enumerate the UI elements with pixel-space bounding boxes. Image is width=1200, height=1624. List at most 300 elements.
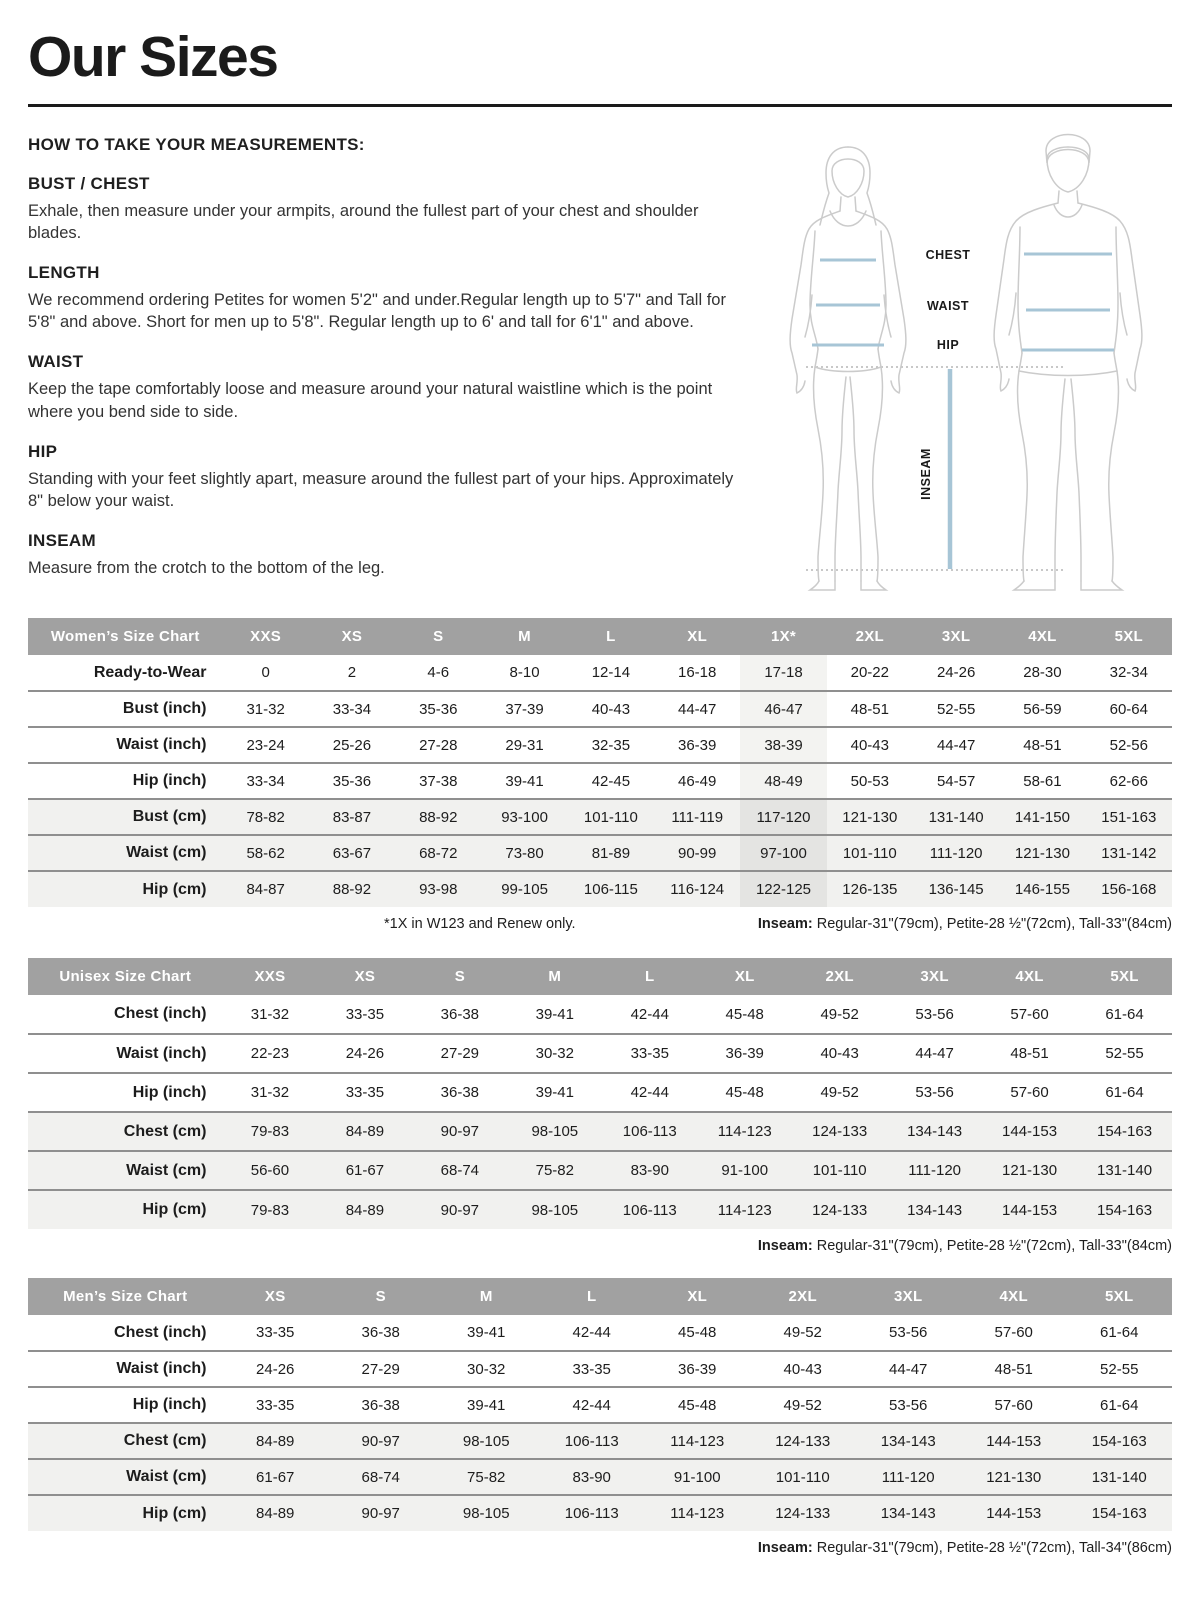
size-value-cell: 2: [347, 664, 357, 681]
size-column-header: L: [568, 618, 654, 655]
table-row: [28, 1351, 1172, 1387]
row-label: Hip (cm): [28, 1190, 222, 1229]
section-body: Exhale, then measure under your armpits, around the fullest part of your chest and shoulder blades.: [28, 202, 699, 243]
table-row: [28, 727, 1172, 763]
male-figure: [994, 135, 1142, 591]
table-row: [28, 655, 1172, 691]
size-value-cell: 134-143: [855, 1423, 961, 1459]
mens-size-chart-table-host: [28, 1278, 1172, 1531]
size-value-cell: 88-92: [395, 799, 481, 835]
size-value-cell: 52-55: [1100, 1360, 1139, 1378]
inseam-note-text: Regular-31"(79cm), Petite-28 ½"(72cm), Tall-33"(84cm): [812, 916, 1172, 932]
size-column-header: 1X*: [740, 618, 826, 655]
howto-heading: HOW TO TAKE YOUR MEASUREMENTS:: [28, 135, 365, 154]
table-row: [28, 871, 1172, 907]
size-value-cell: 29-31: [505, 736, 544, 754]
size-column-header: 5XL: [1066, 1278, 1172, 1315]
row-label: Chest (cm): [28, 1423, 222, 1459]
size-value-cell: 62-66: [1109, 772, 1148, 790]
size-value-cell: 106-113: [602, 1190, 697, 1229]
size-value-cell: 45-48: [725, 1005, 764, 1023]
size-value-cell: 24-26: [936, 664, 976, 681]
size-value-cell: 48-51: [1010, 1045, 1049, 1062]
table-row: [28, 1034, 1172, 1073]
size-value-cell: 124-133: [750, 1495, 856, 1531]
size-value-cell: 61-67: [317, 1151, 412, 1190]
size-value-cell: 37-39: [505, 700, 544, 718]
size-value-cell: 154-163: [1077, 1190, 1172, 1229]
size-value-cell: 53-56: [915, 1084, 954, 1101]
size-value-cell: 60-64: [1109, 700, 1148, 718]
size-value-cell: 144-153: [961, 1423, 1067, 1459]
instruction-section-waist: [28, 352, 754, 422]
size-value-cell: 61-64: [1100, 1324, 1139, 1341]
size-value-cell: 124-133: [792, 1112, 887, 1151]
row-label: Hip (cm): [28, 1495, 222, 1531]
size-column-header: 2XL: [792, 958, 887, 995]
size-value-cell: 131-140: [1066, 1459, 1172, 1495]
size-value-cell: 44-47: [915, 1045, 954, 1062]
size-value-cell: 57-60: [1010, 1084, 1049, 1101]
size-value-cell: 61-64: [1100, 1396, 1139, 1414]
size-value-cell: 79-83: [222, 1112, 317, 1151]
size-column-header: 4XL: [999, 618, 1085, 655]
size-column-header: 3XL: [855, 1278, 961, 1315]
row-label: Waist (cm): [28, 1459, 222, 1495]
size-value-cell: 37-38: [419, 772, 458, 790]
size-column-header: XL: [654, 618, 740, 655]
size-value-cell: 28-30: [1023, 664, 1062, 681]
size-value-cell: 57-60: [1010, 1005, 1049, 1023]
female-figure: [790, 147, 906, 590]
size-value-cell: 116-124: [654, 871, 740, 907]
size-value-cell: 24-26: [256, 1360, 295, 1378]
size-value-cell: 83-90: [602, 1151, 697, 1190]
size-value-cell: 99-105: [481, 871, 567, 907]
inseam-note: [758, 1540, 1172, 1556]
page-title: Our Sizes: [28, 25, 278, 89]
size-value-cell: 38-39: [740, 727, 826, 763]
size-value-cell: 114-123: [644, 1495, 750, 1531]
size-value-cell: 42-44: [630, 1005, 669, 1023]
size-value-cell: 91-100: [644, 1459, 750, 1495]
size-value-cell: 42-44: [630, 1084, 669, 1101]
size-value-cell: 27-29: [361, 1360, 400, 1378]
size-value-cell: 36-38: [361, 1396, 400, 1414]
size-column-header: L: [539, 1278, 645, 1315]
waist-label: WAIST: [926, 299, 970, 313]
size-value-cell: 27-28: [419, 736, 458, 754]
size-value-cell: 68-74: [328, 1459, 434, 1495]
size-value-cell: 49-52: [783, 1324, 822, 1341]
size-column-header: XL: [697, 958, 792, 995]
size-value-cell: 131-142: [1086, 835, 1172, 871]
inseam-note-label: Inseam:: [757, 1540, 813, 1556]
size-value-cell: 68-72: [395, 835, 481, 871]
table-row: [28, 835, 1172, 871]
size-value-cell: 12-14: [591, 664, 631, 681]
size-value-cell: 44-47: [936, 736, 976, 754]
size-value-cell: 32-35: [591, 736, 631, 754]
size-value-cell: 93-98: [395, 871, 481, 907]
size-value-cell: 124-133: [750, 1423, 856, 1459]
size-value-cell: 126-135: [827, 871, 913, 907]
size-value-cell: 42-44: [572, 1396, 611, 1414]
size-value-cell: 17-18: [740, 655, 826, 691]
inseam-note: [758, 916, 1172, 932]
section-title: INSEAM: [28, 530, 96, 550]
size-value-cell: 84-89: [317, 1190, 412, 1229]
size-value-cell: 45-48: [678, 1324, 717, 1341]
size-value-cell: 90-97: [412, 1190, 507, 1229]
table-row: [28, 1190, 1172, 1229]
size-value-cell: 48-51: [1023, 736, 1062, 754]
size-value-cell: 39-41: [535, 1084, 574, 1101]
row-label: Waist (cm): [28, 835, 222, 871]
size-value-cell: 45-48: [678, 1396, 717, 1414]
size-value-cell: 33-35: [345, 1005, 385, 1023]
section-body: Measure from the crotch to the bottom of the leg.: [28, 558, 385, 577]
row-label: Chest (inch): [114, 1005, 207, 1022]
size-value-cell: 48-49: [740, 763, 826, 799]
size-value-cell: 46-49: [678, 772, 717, 790]
size-value-cell: 35-36: [419, 700, 458, 718]
size-value-cell: 4-6: [427, 664, 450, 681]
table-row: [28, 1315, 1172, 1351]
size-value-cell: 106-113: [602, 1112, 697, 1151]
size-value-cell: 48-51: [850, 700, 889, 718]
size-value-cell: 134-143: [887, 1190, 982, 1229]
size-column-header: M: [507, 958, 602, 995]
size-value-cell: 98-105: [433, 1495, 539, 1531]
size-value-cell: 114-123: [697, 1112, 792, 1151]
size-value-cell: 81-89: [568, 835, 654, 871]
size-value-cell: 134-143: [887, 1112, 982, 1151]
mens-table-footnote: [28, 1540, 1172, 1556]
size-value-cell: 44-47: [678, 700, 717, 718]
table-row: [28, 1151, 1172, 1190]
size-value-cell: 121-130: [982, 1151, 1077, 1190]
size-column-header: XXS: [222, 958, 317, 995]
inseam-note-text: Regular-31"(79cm), Petite-28 ½"(72cm), Tall-34"(86cm): [812, 1540, 1172, 1556]
inseam-note-text: Regular-31"(79cm), Petite-28 ½"(72cm), Tall-33"(84cm): [812, 1238, 1172, 1254]
size-column-header: S: [395, 618, 481, 655]
size-column-header: 2XL: [827, 618, 913, 655]
size-value-cell: 154-163: [1077, 1112, 1172, 1151]
mens-table-title: Men’s Size Chart: [28, 1278, 222, 1315]
size-column-header: XS: [317, 958, 412, 995]
row-label: Hip (inch): [132, 772, 207, 789]
size-value-cell: 98-105: [433, 1423, 539, 1459]
size-value-cell: 84-87: [222, 871, 308, 907]
size-value-cell: 33-34: [332, 700, 372, 718]
womens-size-chart-table: [28, 618, 1172, 907]
size-value-cell: 111-119: [654, 799, 740, 835]
size-value-cell: 114-123: [644, 1423, 750, 1459]
inseam-note: [758, 1238, 1172, 1254]
section-body: We recommend ordering Petites for women 5'2" and under.Regular length up to 5'7" and Tall for 5'8" and above. Short for men up to 5'8". Regular length up to 6' and tall for 6'1" and above.: [28, 291, 726, 332]
size-value-cell: 90-97: [328, 1423, 434, 1459]
inseam-label: INSEAM: [919, 448, 933, 500]
size-value-cell: 57-60: [994, 1324, 1033, 1341]
size-value-cell: 90-97: [412, 1112, 507, 1151]
body-figures-illustration: [758, 119, 1172, 599]
size-column-header: 3XL: [887, 958, 982, 995]
size-value-cell: 141-150: [999, 799, 1085, 835]
one-x-note: *1X in W123 and Renew only.: [384, 916, 576, 932]
size-value-cell: 151-163: [1086, 799, 1172, 835]
size-value-cell: 136-145: [913, 871, 999, 907]
size-value-cell: 57-60: [994, 1396, 1033, 1414]
size-value-cell: 24-26: [345, 1045, 385, 1062]
unisex-size-chart-table: [28, 958, 1172, 1229]
table-row: [28, 1112, 1172, 1151]
size-value-cell: 58-62: [222, 835, 308, 871]
instruction-section-bust-chest: [28, 174, 754, 244]
table-row: [28, 1495, 1172, 1531]
row-label: Hip (inch): [132, 1083, 207, 1101]
row-label: Waist (inch): [116, 1360, 207, 1377]
size-value-cell: 75-82: [433, 1459, 539, 1495]
size-column-header: M: [481, 618, 567, 655]
size-value-cell: 30-32: [467, 1360, 506, 1378]
section-body: Keep the tape comfortably loose and measure around your natural waistline which is the point where you bend side to side.: [28, 380, 713, 421]
size-value-cell: 31-32: [250, 1084, 290, 1101]
instruction-section-hip: [28, 442, 754, 512]
size-value-cell: 33-34: [246, 772, 285, 790]
size-value-cell: 32-34: [1109, 664, 1148, 681]
size-value-cell: 44-47: [889, 1360, 928, 1378]
size-value-cell: 106-113: [539, 1423, 645, 1459]
size-value-cell: 144-153: [961, 1495, 1067, 1531]
size-value-cell: 39-41: [467, 1396, 506, 1414]
row-label: Waist (inch): [116, 1044, 207, 1062]
size-guide-page: [0, 24, 1200, 1556]
womens-size-chart-section: [28, 618, 1172, 932]
mens-size-chart-section: [28, 1278, 1172, 1556]
size-value-cell: 90-97: [328, 1495, 434, 1531]
size-column-header: M: [433, 1278, 539, 1315]
size-value-cell: 50-53: [850, 772, 889, 790]
size-value-cell: 53-56: [889, 1324, 928, 1341]
row-label: Waist (cm): [28, 1151, 222, 1190]
table-row: [28, 763, 1172, 799]
section-title: HIP: [28, 441, 58, 461]
size-value-cell: 144-153: [982, 1190, 1077, 1229]
size-value-cell: 56-60: [222, 1151, 317, 1190]
size-value-cell: 61-67: [222, 1459, 328, 1495]
size-value-cell: 56-59: [1023, 700, 1062, 718]
size-value-cell: 111-120: [913, 835, 999, 871]
table-row: [28, 691, 1172, 727]
size-value-cell: 121-130: [827, 799, 913, 835]
size-value-cell: 122-125: [740, 871, 826, 907]
womens-table-title: Women’s Size Chart: [28, 618, 222, 655]
measurement-instructions: [28, 117, 754, 604]
size-value-cell: 146-155: [999, 871, 1085, 907]
size-value-cell: 93-100: [481, 799, 567, 835]
size-value-cell: 106-113: [539, 1495, 645, 1531]
size-value-cell: 33-35: [572, 1360, 611, 1378]
size-value-cell: 121-130: [999, 835, 1085, 871]
size-column-header: XXS: [222, 618, 308, 655]
size-value-cell: 40-43: [850, 736, 889, 754]
size-value-cell: 33-35: [256, 1396, 295, 1414]
size-value-cell: 117-120: [740, 799, 826, 835]
size-column-header: 4XL: [961, 1278, 1067, 1315]
size-value-cell: 73-80: [481, 835, 567, 871]
size-value-cell: 20-22: [850, 664, 889, 681]
size-value-cell: 84-89: [317, 1112, 412, 1151]
size-value-cell: 39-41: [467, 1324, 506, 1341]
size-value-cell: 52-56: [1109, 736, 1148, 754]
size-value-cell: 36-39: [725, 1045, 764, 1062]
size-value-cell: 25-26: [332, 736, 372, 754]
unisex-size-chart-table-host: [28, 958, 1172, 1229]
size-column-header: 4XL: [982, 958, 1077, 995]
size-value-cell: 33-35: [630, 1045, 669, 1062]
size-value-cell: 124-133: [792, 1190, 887, 1229]
womens-size-chart-table-host: [28, 618, 1172, 907]
size-value-cell: 75-82: [507, 1151, 602, 1190]
table-row: [28, 1387, 1172, 1423]
row-label: Hip (inch): [132, 1396, 207, 1413]
size-value-cell: 49-52: [820, 1005, 859, 1023]
size-value-cell: 36-39: [678, 1360, 717, 1378]
inseam-note-label: Inseam:: [757, 916, 813, 932]
section-title: BUST / CHEST: [28, 174, 150, 193]
table-row: [28, 995, 1172, 1034]
size-column-header: 5XL: [1077, 958, 1172, 995]
size-column-header: 2XL: [750, 1278, 856, 1315]
size-value-cell: 48-51: [994, 1360, 1033, 1378]
unisex-size-chart-section: [28, 958, 1172, 1254]
size-value-cell: 78-82: [222, 799, 308, 835]
inseam-note-label: Inseam:: [757, 1238, 813, 1254]
size-value-cell: 84-89: [222, 1423, 328, 1459]
size-column-header: XS: [309, 618, 395, 655]
size-value-cell: 23-24: [246, 736, 285, 754]
size-value-cell: 121-130: [961, 1459, 1067, 1495]
size-column-header: S: [328, 1278, 434, 1315]
mens-size-chart-table: [28, 1278, 1172, 1531]
size-value-cell: 61-64: [1105, 1005, 1144, 1023]
size-value-cell: 36-38: [361, 1324, 400, 1341]
size-value-cell: 111-120: [887, 1151, 982, 1190]
size-value-cell: 156-168: [1086, 871, 1172, 907]
section-body: Standing with your feet slightly apart, measure around the fullest part of your hips. Approximately 8" below your waist.: [28, 469, 734, 510]
size-value-cell: 97-100: [740, 835, 826, 871]
size-value-cell: 68-74: [412, 1151, 507, 1190]
size-value-cell: 79-83: [222, 1190, 317, 1229]
womens-table-footnote: [28, 916, 1172, 932]
size-value-cell: 40-43: [820, 1045, 859, 1062]
size-value-cell: 101-110: [750, 1459, 856, 1495]
size-value-cell: 90-99: [654, 835, 740, 871]
row-label: Hip (cm): [28, 871, 222, 907]
intro-section: [28, 117, 1172, 604]
table-row: [28, 1459, 1172, 1495]
row-label: Ready-to-Wear: [93, 663, 207, 681]
size-value-cell: 35-36: [332, 772, 372, 790]
size-value-cell: 52-55: [936, 700, 976, 718]
size-value-cell: 154-163: [1066, 1423, 1172, 1459]
size-column-header: 3XL: [913, 618, 999, 655]
size-value-cell: 53-56: [915, 1005, 954, 1023]
size-value-cell: 154-163: [1066, 1495, 1172, 1531]
size-value-cell: 134-143: [855, 1495, 961, 1531]
size-value-cell: 144-153: [982, 1112, 1077, 1151]
size-value-cell: 49-52: [820, 1084, 859, 1101]
size-value-cell: 27-29: [440, 1045, 480, 1062]
size-value-cell: 42-45: [591, 772, 631, 790]
size-value-cell: 111-120: [855, 1459, 961, 1495]
instruction-section-inseam: [28, 531, 754, 579]
size-value-cell: 131-140: [1077, 1151, 1172, 1190]
size-value-cell: 49-52: [783, 1396, 822, 1414]
size-value-cell: 45-48: [725, 1084, 764, 1101]
row-label: Bust (cm): [28, 799, 222, 835]
size-value-cell: 131-140: [913, 799, 999, 835]
measurement-diagram: [758, 119, 1172, 604]
size-value-cell: 42-44: [572, 1324, 611, 1341]
size-value-cell: 40-43: [591, 700, 631, 718]
instruction-section-length: [28, 263, 754, 333]
size-value-cell: 8-10: [509, 664, 540, 681]
size-column-header: 5XL: [1086, 618, 1172, 655]
size-column-header: XL: [644, 1278, 750, 1315]
size-value-cell: 36-39: [678, 736, 717, 754]
unisex-table-footnote: [28, 1238, 1172, 1254]
size-value-cell: 36-38: [440, 1005, 480, 1023]
size-value-cell: 39-41: [505, 772, 544, 790]
size-value-cell: 98-105: [507, 1190, 602, 1229]
size-value-cell: 91-100: [697, 1151, 792, 1190]
row-label: Chest (cm): [28, 1112, 222, 1151]
size-value-cell: 53-56: [889, 1396, 928, 1414]
chest-label: CHEST: [925, 248, 971, 262]
size-value-cell: 39-41: [535, 1005, 574, 1023]
size-value-cell: 22-23: [250, 1045, 290, 1062]
size-value-cell: 46-47: [740, 691, 826, 727]
size-value-cell: 54-57: [936, 772, 976, 790]
size-value-cell: 98-105: [507, 1112, 602, 1151]
size-value-cell: 88-92: [309, 871, 395, 907]
size-value-cell: 0: [261, 664, 270, 681]
size-value-cell: 63-67: [309, 835, 395, 871]
section-title: WAIST: [28, 352, 84, 372]
size-value-cell: 52-55: [1105, 1045, 1144, 1062]
size-value-cell: 61-64: [1105, 1084, 1144, 1101]
size-value-cell: 101-110: [792, 1151, 887, 1190]
size-value-cell: 33-35: [345, 1084, 385, 1101]
size-value-cell: 31-32: [246, 700, 285, 718]
size-value-cell: 106-115: [568, 871, 654, 907]
size-column-header: XS: [222, 1278, 328, 1315]
table-row: [28, 1073, 1172, 1112]
table-row: [28, 1423, 1172, 1459]
row-label: Bust (inch): [122, 700, 207, 717]
size-value-cell: 84-89: [222, 1495, 328, 1531]
size-value-cell: 33-35: [256, 1324, 295, 1341]
size-value-cell: 31-32: [250, 1005, 290, 1023]
table-row: [28, 799, 1172, 835]
size-column-header: L: [602, 958, 697, 995]
hip-label: HIP: [936, 338, 960, 352]
title-divider: [28, 104, 1172, 107]
unisex-table-title: Unisex Size Chart: [28, 958, 222, 995]
size-value-cell: 40-43: [783, 1360, 822, 1378]
